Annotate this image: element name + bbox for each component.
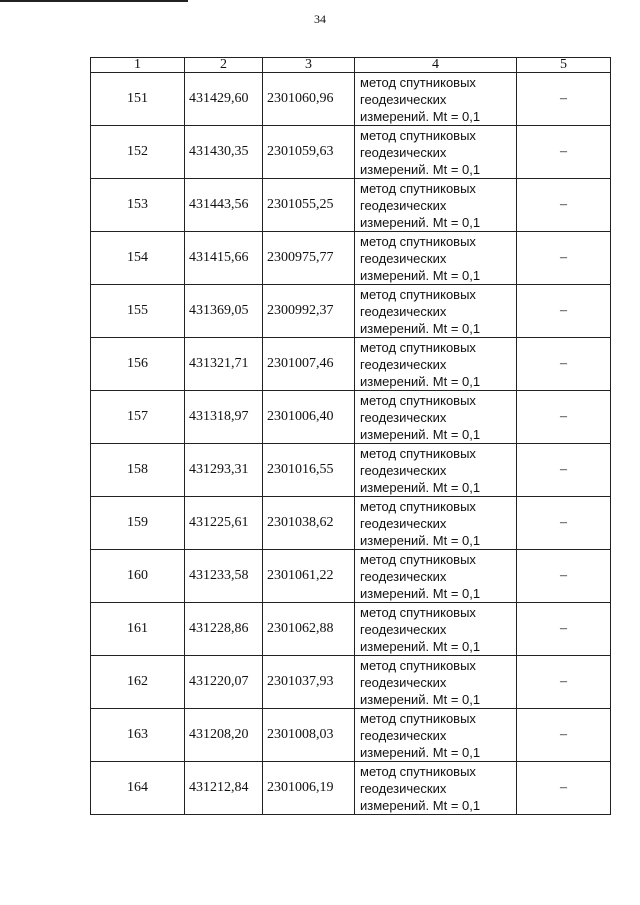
point-number-cell: 154 — [91, 232, 185, 285]
y-coordinate-cell: 2301037,93 — [263, 656, 355, 709]
notes-cell: – — [517, 709, 611, 762]
y-coordinate-cell: 2301059,63 — [263, 126, 355, 179]
method-text-line: измерений. Mt = 0,1 — [360, 797, 481, 813]
notes-cell: – — [517, 762, 611, 815]
method-text-line: метод спутниковых — [360, 233, 476, 249]
point-number-cell: 157 — [91, 391, 185, 444]
method-text-line: метод спутниковых — [360, 392, 476, 408]
column-header: 5 — [517, 58, 611, 73]
method-text-line: измерений. Mt = 0,1 — [360, 426, 481, 442]
table-row — [91, 73, 611, 126]
method-text-line: измерений. Mt = 0,1 — [360, 320, 481, 336]
x-coordinate-cell: 431318,97 — [185, 391, 263, 444]
point-number-cell: 156 — [91, 338, 185, 391]
notes-cell: – — [517, 550, 611, 603]
column-header: 2 — [185, 58, 263, 73]
notes-cell: – — [517, 444, 611, 497]
point-number-cell: 155 — [91, 285, 185, 338]
method-text-line: геодезических — [360, 515, 447, 531]
table-row — [91, 391, 611, 444]
y-coordinate-cell: 2300975,77 — [263, 232, 355, 285]
method-text-line: геодезических — [360, 303, 447, 319]
method-cell — [355, 338, 517, 391]
method-text-line: измерений. Mt = 0,1 — [360, 479, 481, 495]
x-coordinate-cell: 431233,58 — [185, 550, 263, 603]
method-text-line: геодезических — [360, 250, 447, 266]
x-coordinate-cell: 431430,35 — [185, 126, 263, 179]
point-number-cell: 164 — [91, 762, 185, 815]
table-row — [91, 126, 611, 179]
x-coordinate-cell: 431369,05 — [185, 285, 263, 338]
method-text-line: метод спутниковых — [360, 286, 476, 302]
table-row — [91, 550, 611, 603]
table-header-row — [91, 58, 611, 73]
notes-cell: – — [517, 126, 611, 179]
x-coordinate-cell: 431220,07 — [185, 656, 263, 709]
method-cell — [355, 550, 517, 603]
y-coordinate-cell: 2300992,37 — [263, 285, 355, 338]
method-text-line: геодезических — [360, 91, 447, 107]
method-text-line: геодезических — [360, 674, 447, 690]
method-text-line: измерений. Mt = 0,1 — [360, 744, 481, 760]
table-row — [91, 444, 611, 497]
y-coordinate-cell: 2301055,25 — [263, 179, 355, 232]
method-text-line: геодезических — [360, 409, 447, 425]
point-number-cell: 153 — [91, 179, 185, 232]
method-cell — [355, 179, 517, 232]
method-text-line: метод спутниковых — [360, 445, 476, 461]
table-row — [91, 285, 611, 338]
y-coordinate-cell: 2301006,40 — [263, 391, 355, 444]
y-coordinate-cell: 2301008,03 — [263, 709, 355, 762]
y-coordinate-cell: 2301006,19 — [263, 762, 355, 815]
x-coordinate-cell: 431321,71 — [185, 338, 263, 391]
y-coordinate-cell: 2301016,55 — [263, 444, 355, 497]
y-coordinate-cell: 2301061,22 — [263, 550, 355, 603]
point-number-cell: 151 — [91, 73, 185, 126]
method-text-line: геодезических — [360, 462, 447, 478]
method-text-line: метод спутниковых — [360, 180, 476, 196]
method-text-line: измерений. Mt = 0,1 — [360, 585, 481, 601]
notes-cell: – — [517, 603, 611, 656]
table-row — [91, 338, 611, 391]
method-cell — [355, 126, 517, 179]
table-row — [91, 762, 611, 815]
notes-cell: – — [517, 656, 611, 709]
method-cell — [355, 73, 517, 126]
notes-cell: – — [517, 338, 611, 391]
table-row — [91, 179, 611, 232]
method-text-line: геодезических — [360, 197, 447, 213]
y-coordinate-cell: 2301062,88 — [263, 603, 355, 656]
x-coordinate-cell: 431415,66 — [185, 232, 263, 285]
method-cell — [355, 603, 517, 656]
method-text-line: метод спутниковых — [360, 498, 476, 514]
table-row — [91, 656, 611, 709]
method-cell — [355, 391, 517, 444]
method-text-line: геодезических — [360, 568, 447, 584]
coordinates-table — [90, 57, 611, 815]
notes-cell: – — [517, 497, 611, 550]
y-coordinate-cell: 2301038,62 — [263, 497, 355, 550]
column-header: 4 — [355, 58, 517, 73]
method-text-line: измерений. Mt = 0,1 — [360, 267, 481, 283]
method-text-line: метод спутниковых — [360, 763, 476, 779]
method-text-line: измерений. Mt = 0,1 — [360, 214, 481, 230]
method-text-line: метод спутниковых — [360, 604, 476, 620]
method-cell — [355, 232, 517, 285]
y-coordinate-cell: 2301060,96 — [263, 73, 355, 126]
x-coordinate-cell: 431225,61 — [185, 497, 263, 550]
method-cell — [355, 285, 517, 338]
x-coordinate-cell: 431228,86 — [185, 603, 263, 656]
column-header: 3 — [263, 58, 355, 73]
notes-cell: – — [517, 232, 611, 285]
method-text-line: геодезических — [360, 780, 447, 796]
method-text-line: измерений. Mt = 0,1 — [360, 532, 481, 548]
point-number-cell: 161 — [91, 603, 185, 656]
point-number-cell: 158 — [91, 444, 185, 497]
method-text-line: метод спутниковых — [360, 127, 476, 143]
column-header: 1 — [91, 58, 185, 73]
method-text-line: геодезических — [360, 356, 447, 372]
y-coordinate-cell: 2301007,46 — [263, 338, 355, 391]
method-text-line: метод спутниковых — [360, 339, 476, 355]
table-row — [91, 603, 611, 656]
method-cell — [355, 497, 517, 550]
point-number-cell: 159 — [91, 497, 185, 550]
point-number-cell: 152 — [91, 126, 185, 179]
method-text-line: измерений. Mt = 0,1 — [360, 373, 481, 389]
notes-cell: – — [517, 73, 611, 126]
notes-cell: – — [517, 285, 611, 338]
method-text-line: измерений. Mt = 0,1 — [360, 691, 481, 707]
x-coordinate-cell: 431212,84 — [185, 762, 263, 815]
point-number-cell: 163 — [91, 709, 185, 762]
method-text-line: метод спутниковых — [360, 710, 476, 726]
page-number: 34 — [314, 12, 326, 26]
x-coordinate-cell: 431293,31 — [185, 444, 263, 497]
notes-cell: – — [517, 391, 611, 444]
table-row — [91, 232, 611, 285]
method-cell — [355, 709, 517, 762]
method-text-line: измерений. Mt = 0,1 — [360, 161, 481, 177]
x-coordinate-cell: 431208,20 — [185, 709, 263, 762]
method-cell — [355, 656, 517, 709]
method-text-line: измерений. Mt = 0,1 — [360, 108, 481, 124]
table-body — [91, 73, 611, 815]
method-text-line: геодезических — [360, 727, 447, 743]
point-number-cell: 162 — [91, 656, 185, 709]
point-number-cell: 160 — [91, 550, 185, 603]
method-cell — [355, 444, 517, 497]
x-coordinate-cell: 431443,56 — [185, 179, 263, 232]
method-text-line: геодезических — [360, 144, 447, 160]
table-row — [91, 497, 611, 550]
method-text-line: метод спутниковых — [360, 74, 476, 90]
method-text-line: метод спутниковых — [360, 551, 476, 567]
notes-cell: – — [517, 179, 611, 232]
table-row — [91, 709, 611, 762]
method-text-line: метод спутниковых — [360, 657, 476, 673]
method-cell — [355, 762, 517, 815]
method-text-line: измерений. Mt = 0,1 — [360, 638, 481, 654]
top-rule — [0, 0, 188, 2]
method-text-line: геодезических — [360, 621, 447, 637]
x-coordinate-cell: 431429,60 — [185, 73, 263, 126]
